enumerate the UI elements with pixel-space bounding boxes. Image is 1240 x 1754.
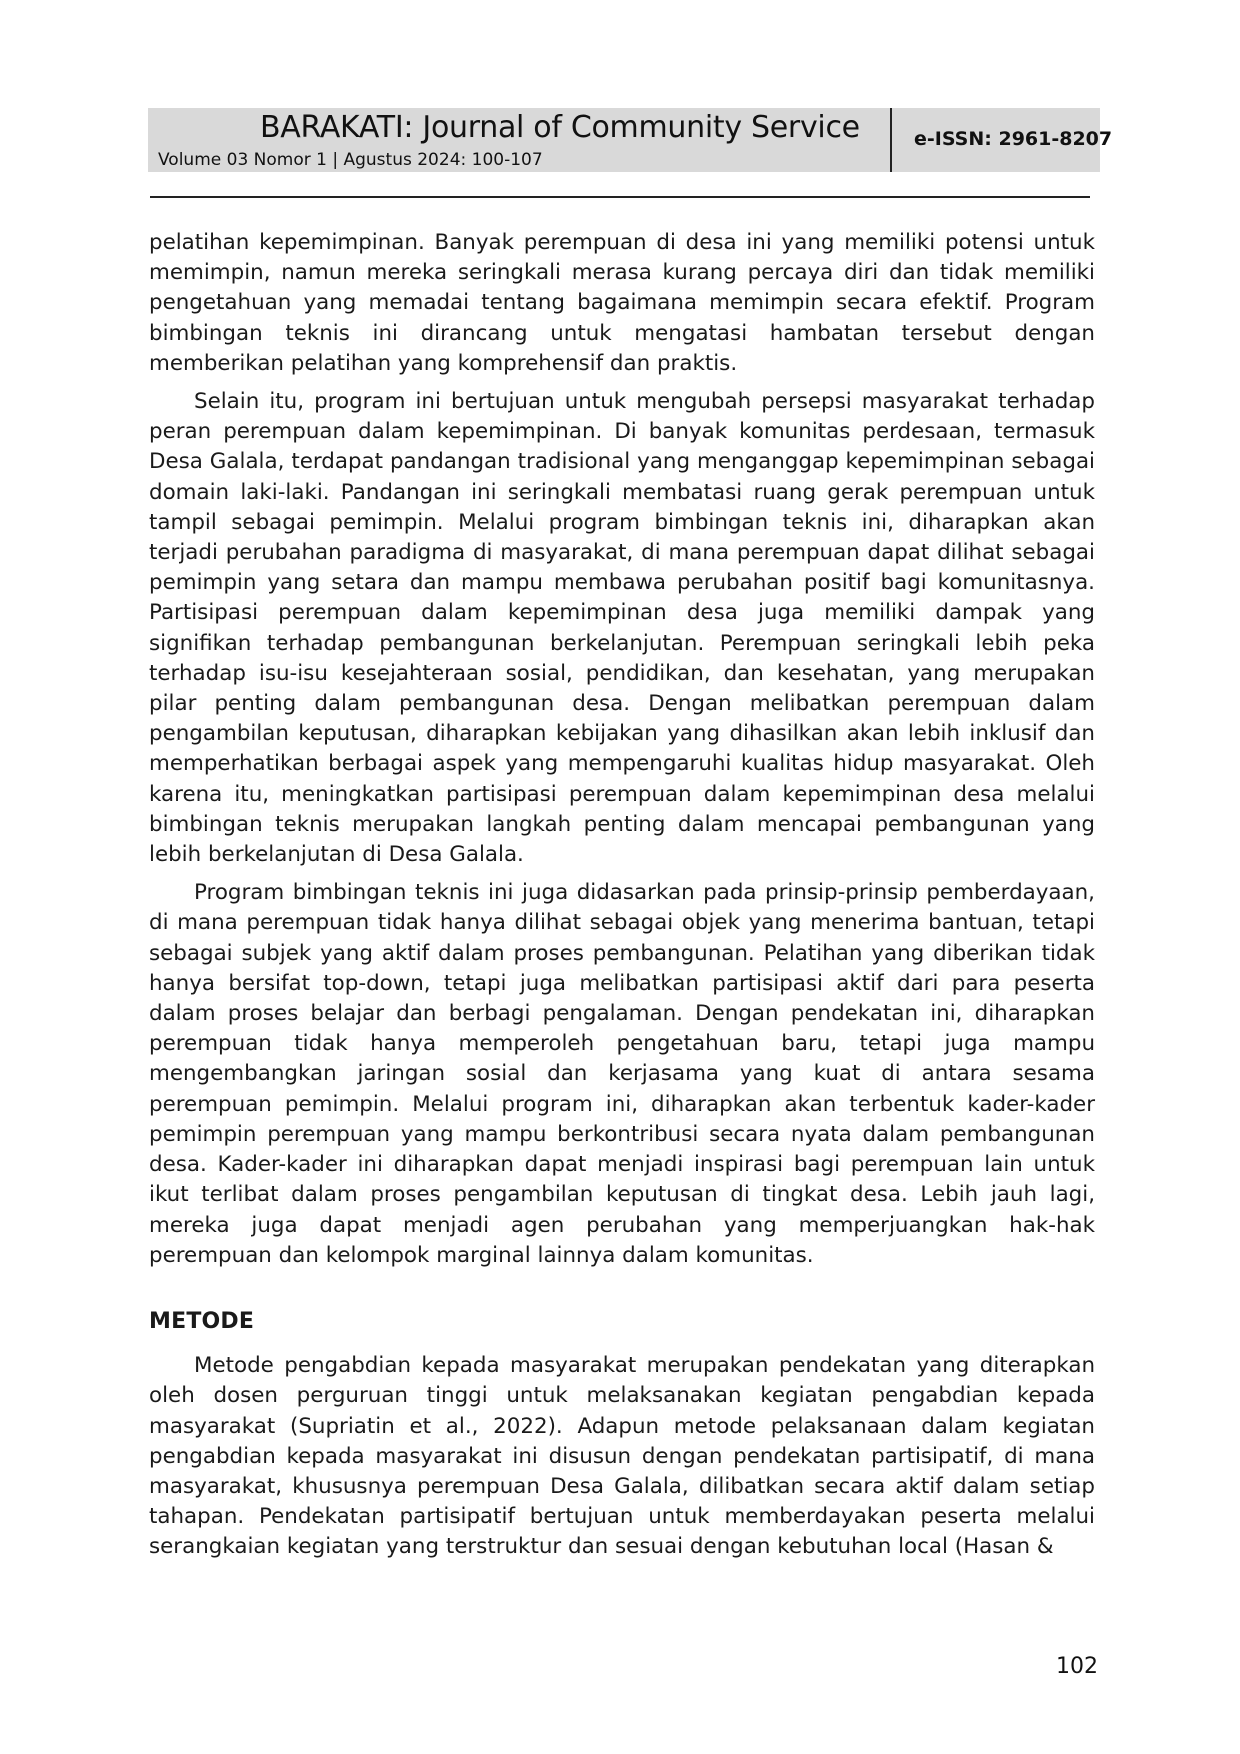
page-number: 102: [1056, 1654, 1098, 1679]
volume-info: Volume 03 Nomor 1 | Agustus 2024: 100-107: [158, 150, 543, 170]
paragraph: Selain itu, program ini bertujuan untuk mengubah persepsi masyarakat terhadap peran perempuan dalam kepemimpinan. Di banyak komunitas perdesaan, termasuk Desa Galala, terdapat pandangan tradisional yang menganggap kepemimpinan sebagai domain laki-laki. Pandangan ini seringkali membatasi ruang gerak perempuan untuk tampil sebagai pemimpin. Melalui program bimbingan teknis ini, diharapkan akan terjadi perubahan paradigma di masyarakat, di mana perempuan dapat dilihat sebagai pemimpin yang setara dan mampu membawa perubahan positif bagi komunitasnya. Partisipasi perempuan dalam kepemimpinan desa juga memiliki dampak yang signifikan terhadap pembangunan berkelanjutan. Perempuan seringkali lebih peka terhadap isu-isu kesejahteraan sosial, pendidikan, dan kesehatan, yang merupakan pilar penting dalam pembangunan desa. Dengan melibatkan perempuan dalam pengambilan keputusan, diharapkan kebijakan yang dihasilkan akan lebih inklusif dan memperhatikan berbagai aspek yang mempengaruhi kualitas hidup masyarakat. Oleh karena itu, meningkatkan partisipasi perempuan dalam kepemimpinan desa melalui bimbingan teknis merupakan langkah penting dalam mencapai pembangunan yang lebih berkelanjutan di Desa Galala.: [149, 389, 1095, 868]
header-divider: [890, 108, 892, 172]
article-body: [149, 228, 1095, 1571]
header-rule: [150, 196, 1090, 198]
paragraph-continued: pelatihan kepemimpinan. Banyak perempuan di desa ini yang memiliki potensi untuk memimpin, namun mereka seringkali merasa kurang percaya diri dan tidak memiliki pengetahuan yang memadai tentang bagaimana memimpin secara efektif. Program bimbingan teknis ini dirancang untuk mengatasi hambatan tersebut dengan memberikan pelatihan yang komprehensif dan praktis.: [149, 230, 1095, 376]
issn-label: e-ISSN: 2961-8207: [914, 128, 1113, 150]
journal-header: [148, 108, 1113, 172]
paragraph-method: Metode pengabdian kepada masyarakat merupakan pendekatan yang diterapkan oleh dosen perguruan tinggi untuk melaksanakan kegiatan pengabdian kepada masyarakat (Supriatin et al., 2022). Adapun metode pelaksanaan dalam kegiatan pengabdian kepada masyarakat ini disusun dengan pendekatan partisipatif, di mana masyarakat, khususnya perempuan Desa Galala, dilibatkan secara aktif dalam setiap tahapan. Pendekatan partisipatif bertujuan untuk memberdayakan peserta melalui serangkaian kegiatan yang terstruktur dan sesuai dengan kebutuhan local (Hasan &: [149, 1353, 1095, 1560]
journal-title: BARAKATI: Journal of Community Service: [260, 110, 860, 145]
paragraph: Program bimbingan teknis ini juga didasarkan pada prinsip-prinsip pemberdayaan, di mana perempuan tidak hanya dilihat sebagai objek yang menerima bantuan, tetapi sebagai subjek yang aktif dalam proses pembangunan. Pelatihan yang diberikan tidak hanya bersifat top-down, tetapi juga melibatkan partisipasi aktif dari para peserta dalam proses belajar dan berbagi pengalaman. Dengan pendekatan ini, diharapkan perempuan tidak hanya memperoleh pengetahuan baru, tetapi juga mampu mengembangkan jaringan sosial dan kerjasama yang kuat di antara sesama perempuan pemimpin. Melalui program ini, diharapkan akan terbentuk kader-kader pemimpin perempuan yang mampu berkontribusi secara nyata dalam pembangunan desa. Kader-kader ini diharapkan dapat menjadi inspirasi bagi perempuan lain untuk ikut terlibat dalam proses pengambilan keputusan di tingkat desa. Lebih jauh lagi, mereka juga dapat menjadi agen perubahan yang memperjuangkan hak-hak perempuan dan kelompok marginal lainnya dalam komunitas.: [149, 880, 1095, 1268]
section-heading-metode: METODE: [149, 1308, 255, 1334]
